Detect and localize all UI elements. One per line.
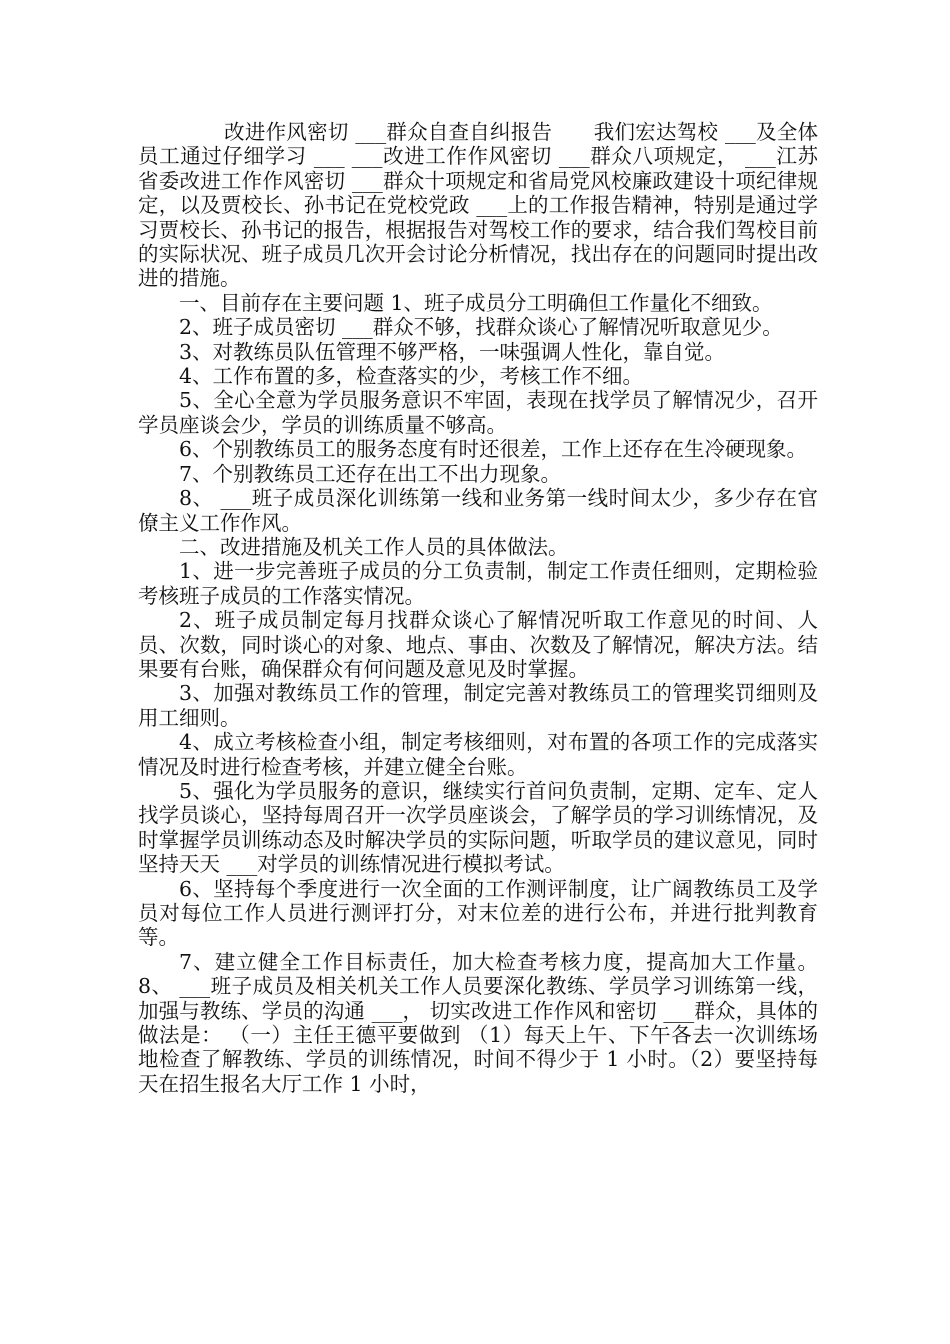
measure-item-1: 1、进一步完善班子成员的分工负责制，制定工作责任细则，定期检验考核班子成员的工作落实情况。 [138, 559, 818, 608]
section-heading-problems: 一、目前存在主要问题 1、班子成员分工明确但工作量化不细致。 [179, 290, 773, 315]
problem-item-7: 7、个别教练员工还存在出工不出力现象。 [179, 461, 562, 486]
measure-item-6: 6、坚持每个季度进行一次全面的工作测评制度，让广阔教练员工及学员对每位工作人员进行测评打分，对末位差的进行公布，并进行批判教育等。 [138, 876, 818, 950]
section-heading-measures: 二、改进措施及机关工作人员的具体做法。 [179, 534, 569, 559]
measure-item-3: 3、加强对教练员工作的管理，制定完善对教练员工的管理奖罚细则及用工细则。 [138, 681, 818, 730]
problem-item-3: 3、对教练员队伍管理不够严格，一味强调人性化，靠自觉。 [179, 339, 726, 364]
measure-item-4: 4、成立考核检查小组，制定考核细则，对布置的各项工作的完成落实情况及时进行检查考核，并建立健全台账。 [138, 730, 818, 779]
document-body [138, 120, 818, 1096]
report-opening-paragraph: 改进作风密切 ___群众自查自纠报告 我们宏达驾校 ___及全体员工通过仔细学习 ___ ___改进工作作风密切 ___群众八项规定， ___江苏省委改进工作作风密切 ___群众十项规定和省局党风校廉政建设十项纪律规定，以及贾校长、孙书记在党校党政 ___上的工作报告精神，特别是通过学习贾校长、孙书记的报告，根据报告对驾校工作的要求，结合我们驾校目前的实际状况、班子成员几次开会讨论分析情况，找出存在的问题同时提出改进的措施。 [138, 120, 818, 291]
problem-item-2: 2、班子成员密切 ___群众不够，找群众谈心了解情况听取意见少。 [179, 315, 783, 340]
measure-item-2: 2、班子成员制定每月找群众谈心了解情况听取工作意见的时间、人员、次数，同时谈心的对象、地点、事由、次数及了解情况，解决方法。结果要有台账，确保群众有何问题及意见及时掌握。 [138, 608, 818, 681]
problem-item-5: 5、全心全意为学员服务意识不牢固，表现在找学员了解情况少，召开学员座谈会少，学员的训练质量不够高。 [138, 388, 818, 437]
measure-item-7: 7、建立健全工作目标责任，加大检查考核力度，提高加大工作量。8、 ___班子成员及相关机关工作人员要深化教练、学员学习训练第一线，加强与教练、学员的沟通 ___， 切实改进工作作风和密切 ___群众，具体的做法是： （一）主任王德平要做到 （1）每天上午、下午各去一次训练场地检查了解教练、学员的训练情况，时间不得少于 1 小时。（2）要坚持每天在招生报名大厅工作 1 小时， [138, 949, 818, 1096]
measure-item-5: 5、强化为学员服务的意识，继续实行首问负责制，定期、定车、定人找学员谈心，坚持每周召开一次学员座谈会，了解学员的学习训练情况，及时掌握学员训练动态及时解决学员的实际问题，听取学员的建议意见，同时坚持天天 ___对学员的训练情况进行模拟考试。 [138, 778, 818, 877]
problem-item-8: 8、 ___班子成员深化训练第一线和业务第一线时间太少，多少存在官僚主义工作作风。 [138, 486, 818, 535]
problem-item-6: 6、个别教练员工的服务态度有时还很差，工作上还存在生冷硬现象。 [179, 437, 808, 462]
problem-item-4: 4、工作布置的多，检查落实的少，考核工作不细。 [179, 364, 644, 389]
